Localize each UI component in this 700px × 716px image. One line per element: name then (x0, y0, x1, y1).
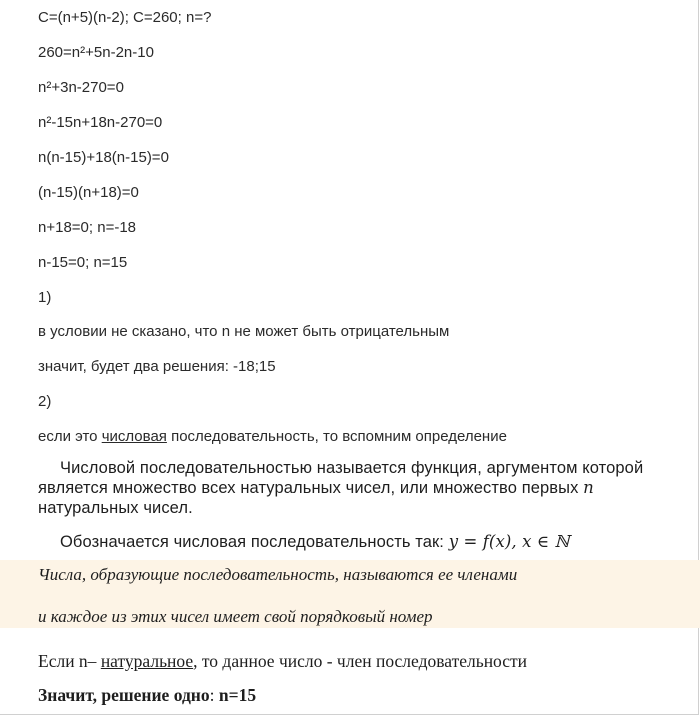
case-label: 1) (38, 289, 52, 306)
answer-line: Значит, решение одно: n=15 (38, 685, 257, 705)
equation-line: 260=n²+5n-2n-10 (38, 44, 154, 61)
notation-line: Обозначается числовая последовательность так: y = f(x), x ∈ ℕ (60, 532, 570, 551)
problem-statement: C=(n+5)(n-2); C=260; n=? (38, 9, 212, 26)
equation-line: n²-15n+18n-270=0 (38, 114, 163, 131)
equation-line: n²+3n-270=0 (38, 79, 124, 96)
answer-value: n=15 (218, 685, 257, 705)
definition-paragraph: Числовой последовательностью называется функция, аргументом которой является множество всех натуральных чисел, или множество первых n натуральных чисел. (38, 459, 644, 517)
case-explanation: в условии не сказано, что n не может быть отрицательным (38, 323, 450, 340)
highlight-line: Числа, образующие последовательность, называются ее членами (38, 565, 518, 584)
case-result: значит, будет два решения: -18;15 (38, 358, 276, 375)
equation-line: n(n-15)+18(n-15)=0 (38, 149, 169, 166)
equation-line: (n-15)(n+18)=0 (38, 184, 139, 201)
intro-line: если это числовая последовательность, то вспомним определение (38, 428, 507, 445)
highlight-line: и каждое из этих чисел имеет свой порядковый номер (38, 607, 433, 626)
root-line: n+18=0; n=-18 (38, 219, 137, 236)
case-label: 2) (38, 393, 52, 410)
root-line: n-15=0; n=15 (38, 254, 128, 271)
conclusion-line: Если n– натуральное, то данное число - член последовательности (38, 651, 528, 671)
underlined-word: числовая (101, 428, 167, 445)
underlined-word: натуральное (100, 651, 194, 671)
notation-formula: y = f(x), x ∈ ℕ (448, 532, 570, 551)
